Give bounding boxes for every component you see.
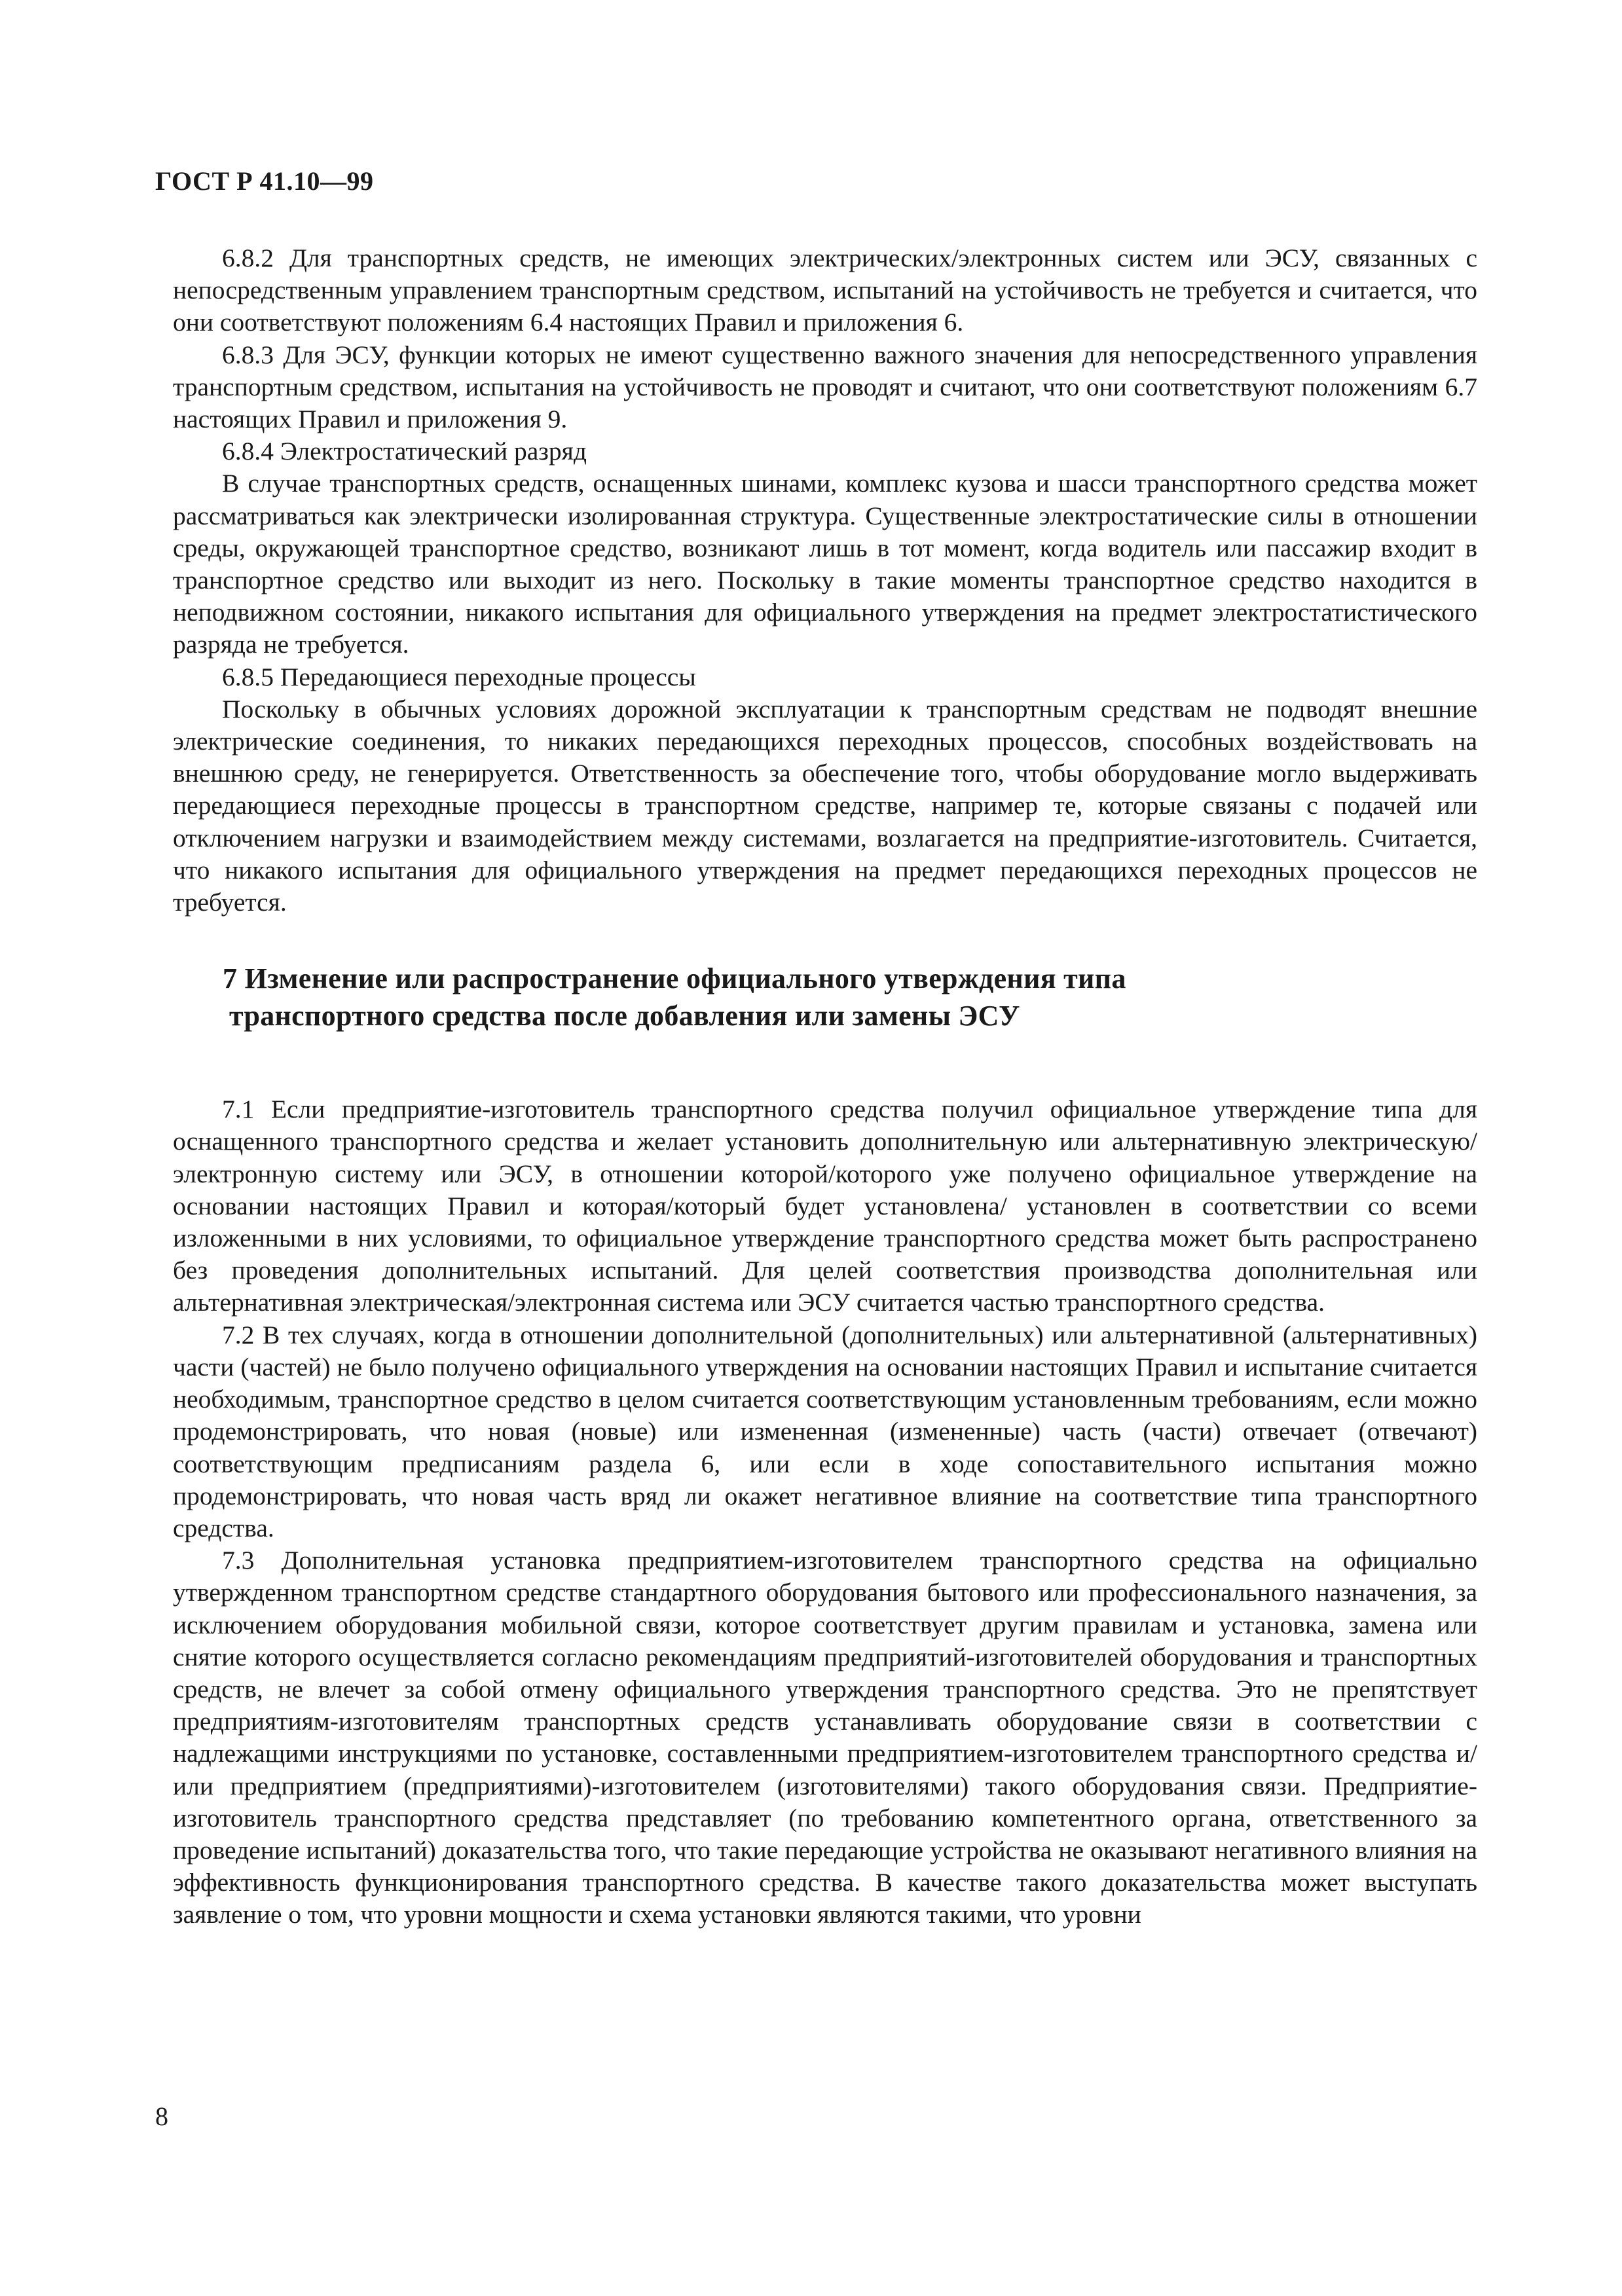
paragraph-electrostatic-discharge: В случае транспортных средств, оснащенных шинами, комплекс кузова и шасси транспортного средства может рассматриваться как электрически изолированная структура. Существенные электростатические силы в отношении среды, окружающей транспортное средство, возникают лишь в тот момент, когда водитель или пассажир входит в транспортное средство или выходит из него. Поскольку в такие моменты транспортное средство находится в неподвижном состоянии, никакого испытания для официального утверждения на предмет электростатистического разряда не требуется. [173,469,1477,659]
section-7-title-line2: транспортного средства после добавления или замены ЭСУ [229,1000,1020,1032]
section-7-title [173,960,1477,1034]
document-header-id: ГОСТ Р 41.10—99 [155,166,374,196]
section-7-title-line1: 7 Изменение или распространение официального утверждения типа [223,962,1126,995]
paragraph-7-1: 7.1 Если предприятие-изготовитель транспортного средства получил официальное утверждение типа для оснащенного транспортного средства и желает установить дополнительную или альтернативную электрическую/электронную систему или ЭСУ, в отношении которой/которого уже получено официальное утверждение на основании настоящих Правил и которая/который будет установлена/ установлен в соответствии со всеми изложенными в них условиями, то официальное утверждение транспортного средства может быть распространено без проведения дополнительных испытаний. Для целей соответствия производства дополнительная или альтернативная электрическая/электронная система или ЭСУ считается частью транспортного средства. [173,1095,1477,1317]
paragraph-6-8-3: 6.8.3 Для ЭСУ, функции которых не имеют существенно важного значения для непосредственного управления транспортным средством, испытания на устойчивость не проводят и считают, что они соответствуют положениям 6.7 настоящих Правил и приложения 9. [173,340,1477,434]
paragraph-7-2: 7.2 В тех случаях, когда в отношении дополнительной (дополнительных) или альтернативной (альтернативных) части (частей) не было получено официального утверждения на основании настоящих Правил и испытание считается необходимым, транспортное средство в целом считается соответствующим установленным требованиям, если можно продемонстрировать, что новая (новые) или измененная (измененные) часть (части) отвечает (отвечают) соответствующим предписаниям раздела 6, или если в ходе сопоставительного испытания можно продемонстрировать, что новая часть вряд ли окажет негативное влияние на соответствие типа транспортного средства. [173,1320,1477,1542]
document-body [173,242,1477,1931]
subheading-6-8-5: 6.8.5 Передающиеся переходные процессы [222,662,696,691]
subheading-6-8-4: 6.8.4 Электростатический разряд [222,437,587,466]
page-number: 8 [155,2102,168,2131]
paragraph-6-8-2: 6.8.2 Для транспортных средств, не имеющих электрических/электронных систем или ЭСУ, связанных с непосредственным управлением транспортным средством, испытаний на устойчивость не требуется и считается, что они соответствуют положениям 6.4 настоящих Правил и приложения 6. [173,244,1477,337]
paragraph-transient-processes: Поскольку в обычных условиях дорожной эксплуатации к транспортным средствам не подводят внешние электрические соединения, то никаких передающихся переходных процессов, способных воздействовать на внешнюю среду, не генерируется. Ответственность за обеспечение того, чтобы оборудование могло выдерживать передающиеся переходные процессы в транспортном средстве, например те, которые связаны с подачей или отключением нагрузки и взаимодействием между системами, возлагается на предприятие-изготовитель. Считается, что никакого испытания для официального утверждения на предмет передающихся переходных процессов не требуется. [173,694,1477,917]
paragraph-7-3: 7.3 Дополнительная установка предприятием-изготовителем транспортного средства на официально утвержденном транспортном средстве стандартного оборудования бытового или профессионального назначения, за исключением оборудования мобильной связи, которое соответствует другим правилам и установка, замена или снятие которого осуществляется согласно рекомендациям предприятий-изготовителей оборудования и транспортных средств, не влечет за собой отмену официального утверждения транспортного средства. Это не препятствует предприятиям-изготовителям транспортных средств устанавливать оборудование связи в соответствии с надлежащими инструкциями по установке, составленными предприятием-изготовителем транспортного средства и/или предприятием (предприятиями)-изготовителем (изготовителями) такого оборудования связи. Предприятие-изготовитель транспортного средства представляет (по требованию компетентного органа, ответственного за проведение испытаний) доказательства того, что такие передающие устройства не оказывают негативного влияния на эффективность функционирования транспортного средства. В качестве такого доказательства может выступать заявление о том, что уровни мощности и схема установки являются такими, что уровни [173,1546,1477,1929]
